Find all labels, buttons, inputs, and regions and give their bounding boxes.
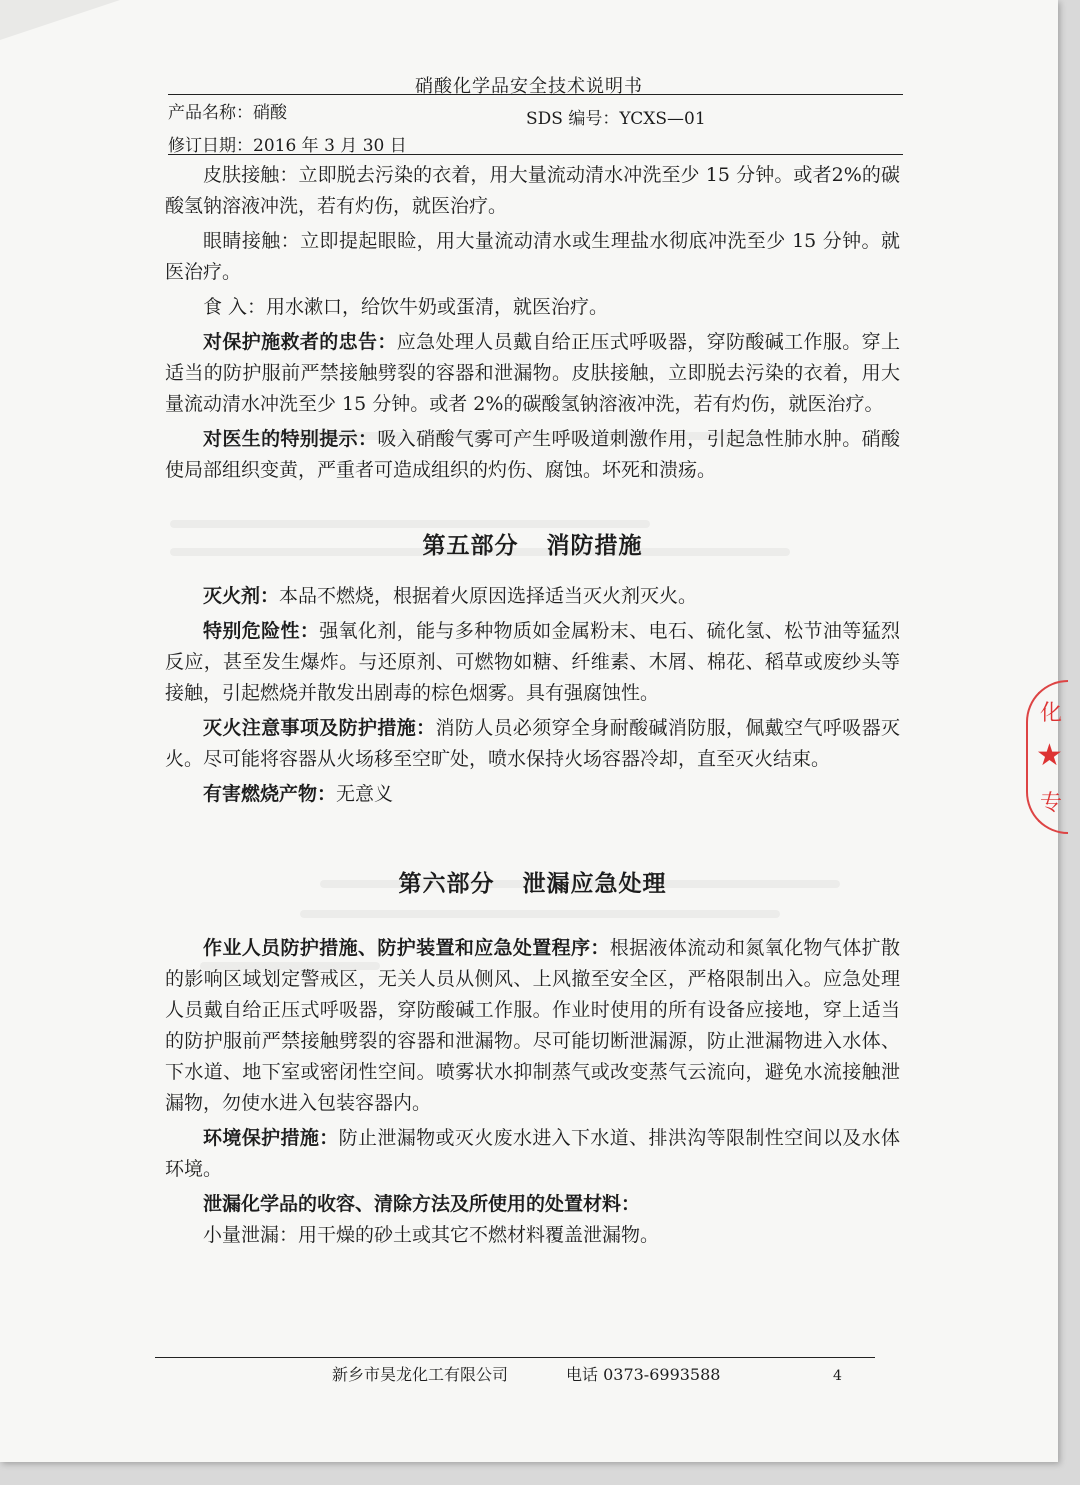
section-6-title: 泄漏应急处理 [522,870,667,897]
folded-corner [0,0,120,40]
company-seal-stamp [1026,680,1068,834]
eye-contact-paragraph [165,226,900,288]
rescuer-advice-text: 应急处理人员戴自给正压式呼吸器，穿防酸碱工作服。穿上适当的防护服前严禁接触劈裂的容器和泄漏物。皮肤接触，立即脱去污染的衣着，用大量流动清水冲洗至少 15 分钟。或者 2%的碳酸氢钠溶液冲洗，若有灼伤，就医治疗。 [165,331,900,415]
special-hazard-label: 特别危险性： [203,620,320,642]
eye-contact-label: 眼睛接触： [203,230,301,252]
small-spill-paragraph [165,1220,900,1251]
fire-precaution-paragraph [165,713,900,775]
ingestion-paragraph [165,292,900,323]
section-5-title: 消防措施 [546,532,643,559]
doctor-note-label: 对医生的特别提示： [203,428,378,450]
footer-phone: 电话 0373-6993588 [566,1365,721,1384]
environmental-protection-text: 防止泄漏物或灭火废水进入下水道、排洪沟等限制性空间以及水体环境。 [165,1127,900,1180]
combustion-products-paragraph [165,779,900,810]
footer-company: 新乡市昊龙化工有限公司 [332,1365,509,1384]
document-title: 硝酸化学品安全技术说明书 [415,76,643,97]
section-5-part: 第五部分 [422,532,519,559]
stamp-star-icon: ★ [1036,738,1063,773]
personnel-protection-text: 根据液体流动和氮氧化物气体扩散的影响区域划定警戒区，无关人员从侧风、上风撤至安全区，严格限制出入。应急处理人员戴自给正压式呼吸器，穿防酸碱工作服。作业时使用的所有设备应接地，穿上适当的防护服前严禁接触劈裂的容器和泄漏物。尽可能切断泄漏源，防止泄漏物进入水体、下水道、地下室或密闭性空间。喷雾状水抑制蒸气或改变蒸气云流向，避免水流接触泄漏物，勿使水进入包装容器内。 [165,937,900,1114]
environmental-protection-paragraph [165,1123,900,1185]
sds-number: SDS 编号：YCXS—01 [526,109,706,129]
special-hazard-paragraph [165,616,900,709]
cleanup-heading-label: 泄漏化学品的收容、清除方法及所使用的处置材料： [203,1193,641,1215]
document-body [165,160,900,1251]
product-name: 产品名称：硝酸 [168,103,287,123]
cleanup-heading-paragraph [165,1189,900,1220]
section-6-part: 第六部分 [398,870,495,897]
fire-precaution-text: 消防人员必须穿全身耐酸碱消防服，佩戴空气呼吸器灭火。尽可能将容器从火场移至空旷处，喷水保持火场容器冷却，直至灭火结束。 [165,717,900,770]
ingestion-label: 食 入： [203,296,267,318]
header-rule-lower [168,154,903,155]
ingestion-text: 用水漱口，给饮牛奶或蛋清，就医治疗。 [266,296,609,318]
special-hazard-text: 强氧化剂，能与多种物质如金属粉末、电石、硫化氢、松节油等猛烈反应，甚至发生爆炸。与还原剂、可燃物如糖、纤维素、木屑、棉花、稻草或废纱头等接触，引起燃烧并散发出剧毒的棕色烟雾。具有强腐蚀性。 [165,620,900,704]
doctor-note-text: 吸入硝酸气雾可产生呼吸道刺激作用，引起急性肺水肿。硝酸使局部组织变黄，严重者可造成组织的灼伤、腐蚀。坏死和溃疡。 [165,428,900,481]
doctor-note-paragraph [165,424,900,486]
extinguishing-agent-text: 本品不燃烧，根据着火原因选择适当灭火剂灭火。 [279,585,698,607]
combustion-products-label: 有害燃烧产物： [203,783,337,805]
skin-contact-label: 皮肤接触： [203,164,299,186]
fire-precaution-label: 灭火注意事项及防护措施： [203,717,436,739]
skin-contact-text: 立即脱去污染的衣着，用大量流动清水冲洗至少 15 分钟。或者2%的碳酸氢钠溶液冲洗，若有灼伤，就医治疗。 [165,164,900,217]
skin-contact-paragraph [165,160,900,222]
header-rule [168,94,903,95]
stamp-top-char: 化 [1040,701,1063,726]
footer-rule [155,1357,875,1358]
section-5-heading [165,530,900,561]
eye-contact-text: 立即提起眼睑，用大量流动清水或生理盐水彻底冲洗至少 15 分钟。就医治疗。 [165,230,900,283]
personnel-protection-label: 作业人员防护措施、防护装置和应急处置程序： [203,937,610,959]
rescuer-advice-label: 对保护施救者的忠告： [203,331,397,353]
extinguishing-agent-label: 灭火剂： [203,585,280,607]
footer-page-number: 4 [833,1368,842,1384]
small-spill-text: 小量泄漏：用干燥的砂土或其它不燃材料覆盖泄漏物。 [203,1224,660,1246]
revision-date: 修订日期：2016 年 3 月 30 日 [168,136,407,156]
stamp-bottom-char: 专 [1040,791,1063,816]
environmental-protection-label: 环境保护措施： [203,1127,339,1149]
rescuer-advice-paragraph [165,327,900,420]
section-6-heading [165,868,900,899]
combustion-products-text: 无意义 [336,783,394,805]
personnel-protection-paragraph [165,933,900,1119]
extinguishing-agent-paragraph [165,581,900,612]
